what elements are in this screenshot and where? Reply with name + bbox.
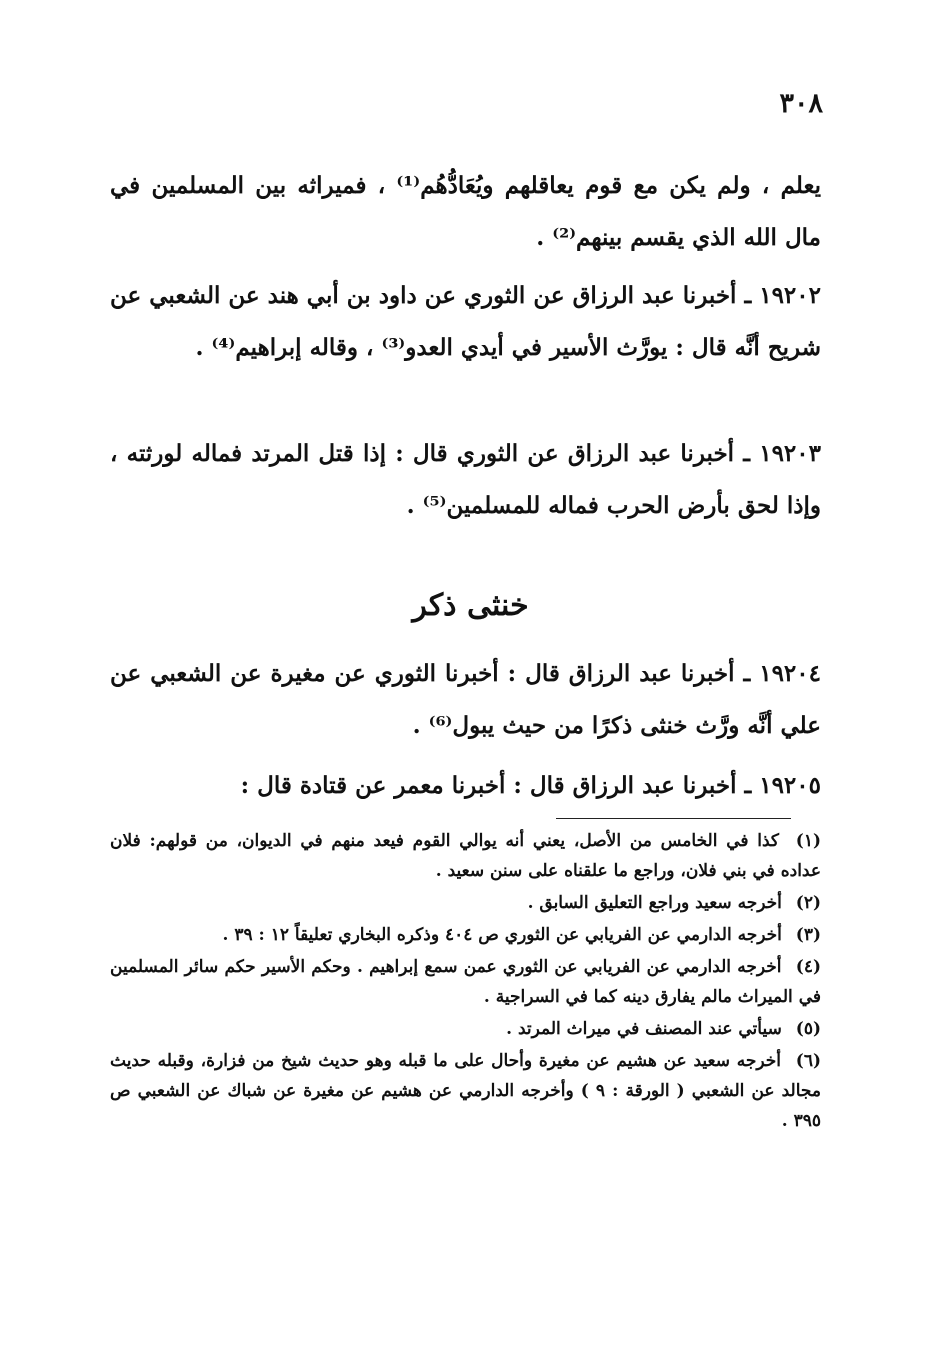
section-heading: خنثى ذكر [412, 588, 529, 623]
hadith-19202 [110, 270, 821, 374]
footnote-text: سيأتي عند المصنف في ميراث المرتد . [506, 1019, 782, 1039]
footnote-4 [110, 952, 821, 1012]
hadith-19204 [110, 648, 821, 752]
footnote-text: كذا في الخامس من الأصل، يعني أنه يوالي القوم فيعد منهم في الديوان، من قولهم: فلان عداده في بني فلان، وراجع ما علقناه على سنن سعيد . [110, 831, 821, 881]
footnote-5 [110, 1014, 821, 1044]
footnote-1 [110, 826, 821, 886]
paragraph-text: ١٩٢٠٣ ـ أخبرنا عبد الرزاق عن الثوري قال : إذا قتل المرتد فماله لورثته ، وإذا لحق بأرض الحرب فماله للمسلمين⁽⁵⁾ . [110, 440, 821, 519]
page-number: ٣٠٨ [779, 88, 823, 119]
paragraph-text: ١٩٢٠٢ ـ أخبرنا عبد الرزاق عن الثوري عن داود بن أبي هند عن الشعبي عن شريح أنَّه قال : يورَّث الأسير في أيدي العدو⁽³⁾ ، وقاله إبراهيم⁽⁴⁾ . [110, 282, 821, 361]
footnote-3 [110, 920, 821, 950]
footnote-label: (١) [795, 831, 821, 851]
hadith-19205 [110, 760, 821, 812]
paragraph-text: يعلم ، ولم يكن مع قوم يعاقلهم ويُعَادُّهُم⁽¹⁾ ، فميراثه بين المسلمين في مال الله الذي يقسم بينهم⁽²⁾ . [110, 172, 821, 251]
footnote-text: أخرجه سعيد وراجع التعليق السابق . [527, 893, 782, 913]
footnote-label: (٣) [795, 925, 821, 945]
footnote-6 [110, 1046, 821, 1136]
footnote-label: (٦) [795, 1051, 821, 1071]
paragraph-text: ١٩٢٠٥ ـ أخبرنا عبد الرزاق قال : أخبرنا معمر عن قتادة قال : [240, 772, 821, 799]
footnote-2 [110, 888, 821, 918]
hadith-19203 [110, 428, 821, 532]
footnote-label: (٤) [795, 957, 821, 977]
footnote-separator [556, 818, 791, 819]
footnotes-block [110, 826, 821, 1138]
footnote-text: أخرجه سعيد عن هشيم عن مغيرة وأحال على ما قبله وهو حديث شيخ من فزارة، وقبله حديث مجالد عن الشعبي ( الورقة : ٩ ) وأخرجه الدارمي عن هشيم عن مغيرة عن شباك عن الشعبي ص ٣٩٥ . [110, 1051, 821, 1131]
footnote-text: أخرجه الدارمي عن الفريابي عن الثوري عمن سمع إبراهيم . وحكم الأسير حكم سائر المسلمين في الميراث مالم يفارق دينه كما في السراجية . [110, 957, 821, 1007]
footnote-label: (٢) [795, 893, 821, 913]
footnote-label: (٥) [795, 1019, 821, 1039]
paragraph-text: ١٩٢٠٤ ـ أخبرنا عبد الرزاق قال : أخبرنا الثوري عن مغيرة عن الشعبي عن علي أنَّه ورَّث خنثى ذكرًا من حيث يبول⁽⁶⁾ . [110, 660, 821, 739]
paragraph-continuation [110, 160, 821, 264]
footnote-text: أخرجه الدارمي عن الفريابي عن الثوري ص ٤٠٤ وذكره البخاري تعليقاً ١٢ : ٣٩ . [222, 925, 782, 945]
